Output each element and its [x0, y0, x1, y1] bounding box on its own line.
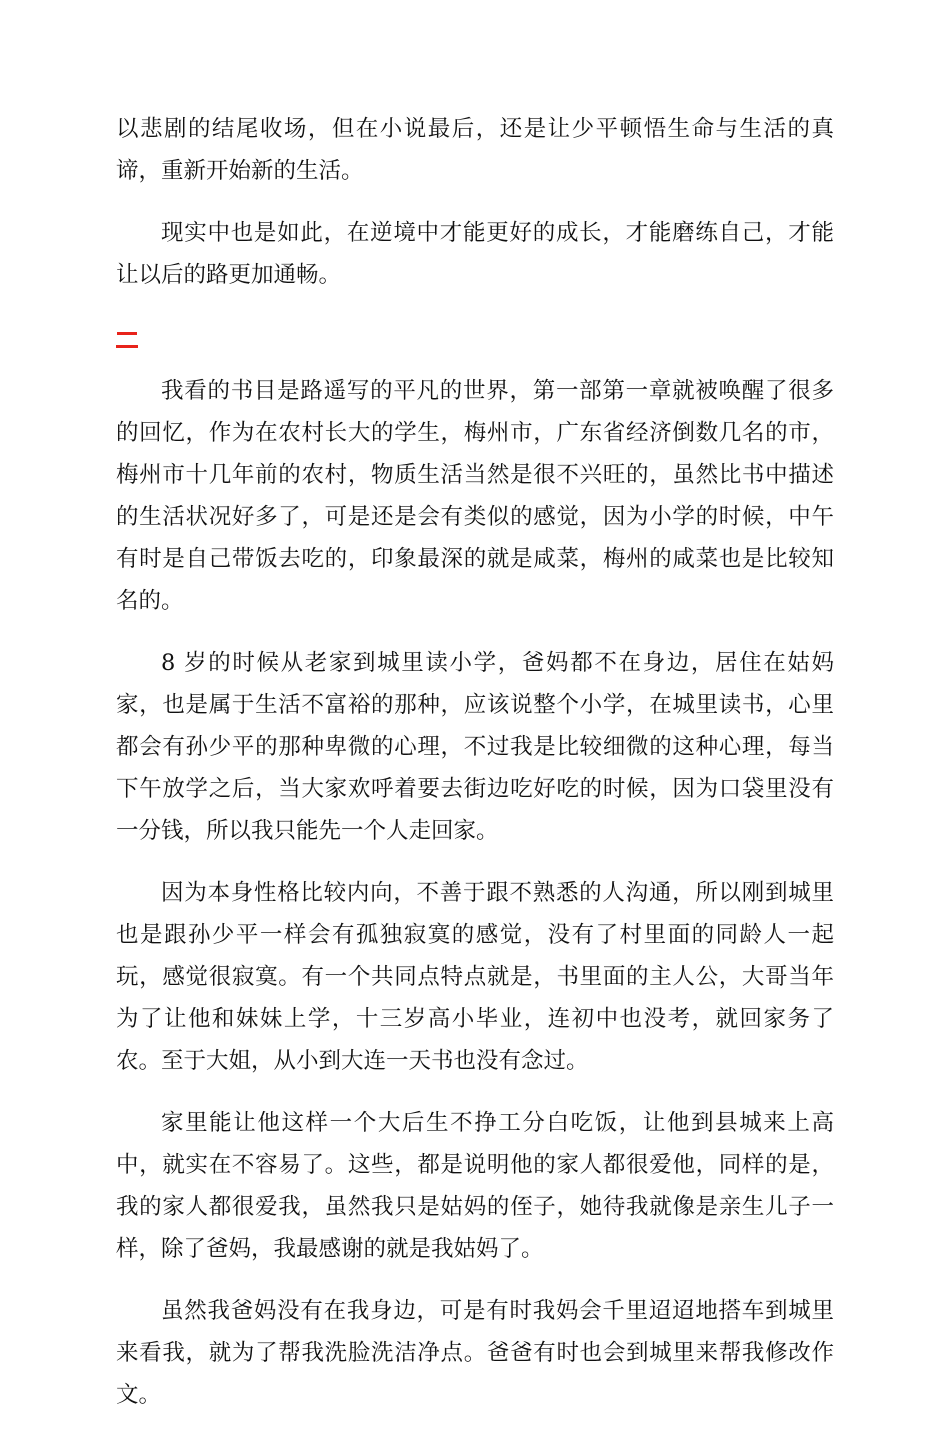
- section-mark-bottom-stroke: [116, 345, 138, 348]
- paragraph-personality: 因为本身性格比较内向，不善于跟不熟悉的人沟通，所以刚到城里也是跟孙少平一样会有孤独寂寞的感觉，没有了村里面的同龄人一起玩，感觉很寂寞。有一个共同点特点就是，书里面的主人公，大哥当年为了让他和妹妹上学，十三岁高小毕业，连初中也没考，就回家务了农。至于大姐，从小到大连一天书也没有念过。: [116, 880, 834, 1074]
- paragraph-family: 家里能让他这样一个大后生不挣工分白吃饭，让他到县城来上高中，就实在不容易了。这些，都是说明他的家人都很爱他，同样的是，我的家人都很爱我，虽然我只是姑妈的侄子，她待我就像是亲生儿子一样，除了爸妈，我最感谢的就是我姑妈了。: [116, 1110, 834, 1262]
- paragraph-continuation: 以悲剧的结尾收场，但在小说最后，还是让少平顿悟生命与生活的真谛，重新开始新的生活。: [116, 116, 834, 184]
- section-heading: [116, 316, 834, 358]
- paragraph-childhood: 8 岁的时候从老家到城里读小学，爸妈都不在身边，居住在姑妈家，也是属于生活不富裕的那种，应该说整个小学，在城里读书，心里都会有孙少平的那种卑微的心理，不过我是比较细微的这种心理，每当下午放学之后，当大家欢呼着要去街边吃好吃的时候，因为口袋里没有一分钱，所以我只能先一个人走回家。: [116, 650, 834, 844]
- section-mark-top-stroke: [117, 332, 137, 335]
- paragraph-reality: 现实中也是如此，在逆境中才能更好的成长，才能磨练自己，才能让以后的路更加通畅。: [116, 220, 834, 288]
- paragraph-book-intro: 我看的书目是路遥写的平凡的世界，第一部第一章就被唤醒了很多的回忆，作为在农村长大的学生，梅州市，广东省经济倒数几名的市，梅州市十几年前的农村，物质生活当然是很不兴旺的，虽然比书中描述的生活状况好多了，可是还是会有类似的感觉，因为小学的时候，中午有时是自己带饭去吃的，印象最深的就是咸菜，梅州的咸菜也是比较知名的。: [116, 378, 834, 614]
- section-number-two: [116, 316, 138, 358]
- paragraph-parents: 虽然我爸妈没有在我身边，可是有时我妈会千里迢迢地搭车到城里来看我，就为了帮我洗脸洗洁净点。爸爸有时也会到城里来帮我修改作文。: [116, 1298, 834, 1408]
- document-body: [116, 108, 834, 1436]
